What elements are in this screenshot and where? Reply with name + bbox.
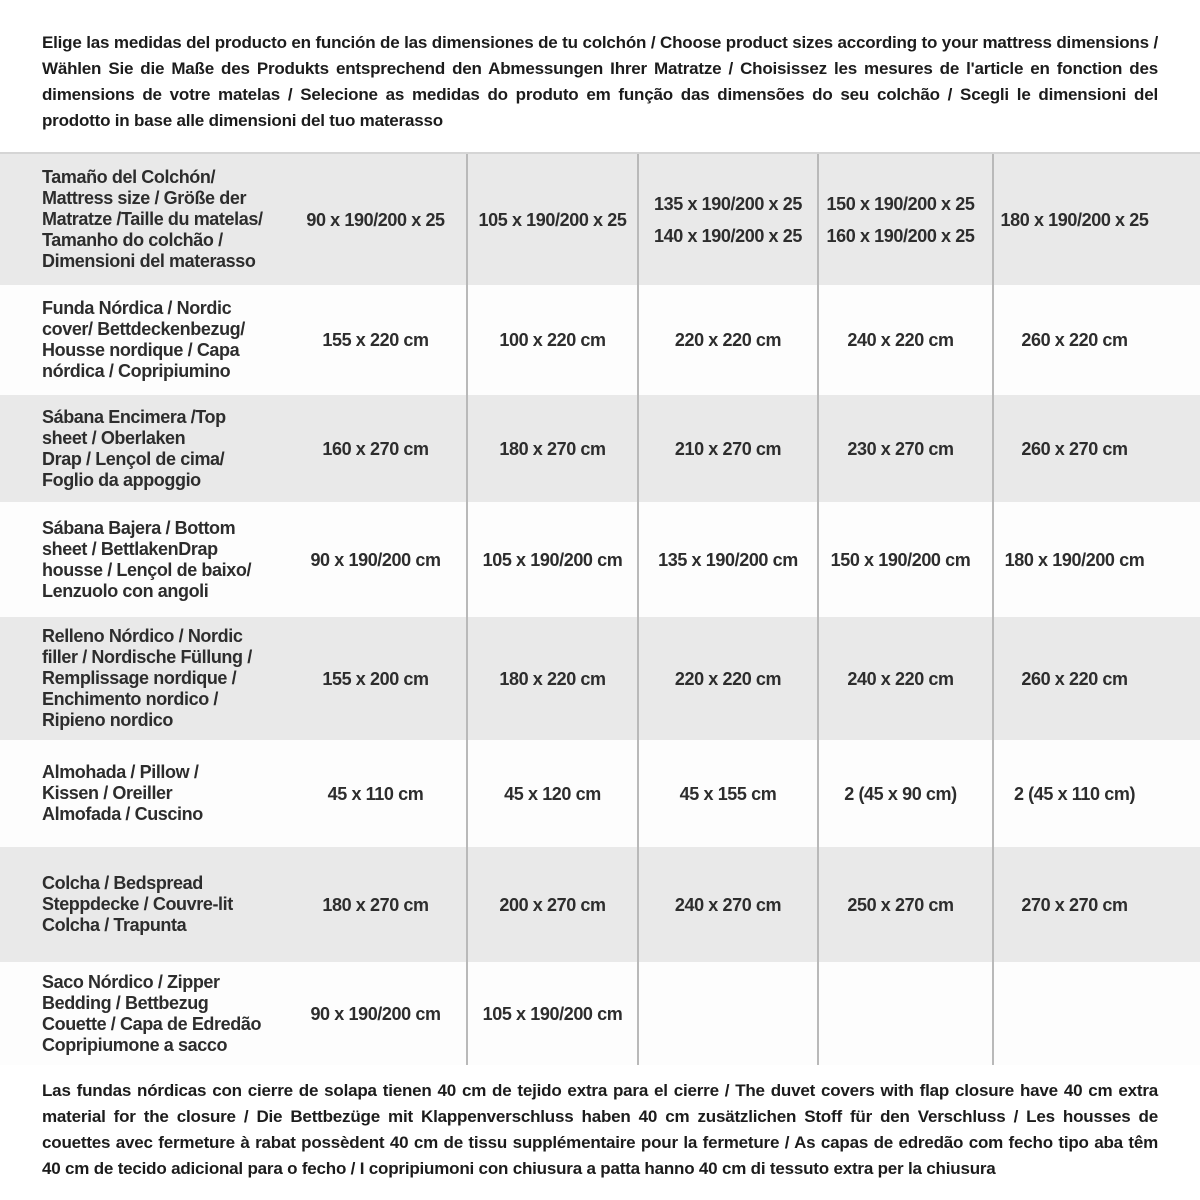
size-value: 90 x 190/200 cm (310, 1003, 441, 1024)
row-label (0, 740, 310, 847)
label-line: sheet / BettlakenDrap (42, 538, 218, 559)
table-row-relleno-nordico (0, 617, 1200, 740)
label-line: Mattress size / Größe der (42, 188, 247, 208)
size-cell (466, 395, 637, 502)
size-cell (637, 502, 817, 617)
label-line: Sábana Encimera /Top (42, 406, 226, 427)
size-value: 155 x 220 cm (322, 330, 429, 350)
table-header-row (0, 154, 1200, 285)
size-value: 230 x 270 cm (847, 438, 954, 459)
size-cell (992, 617, 1200, 740)
table-row-funda-nordica (0, 285, 1200, 395)
size-cell (310, 740, 466, 847)
column-header (466, 154, 637, 285)
label-line: Foglio da appoggio (42, 469, 201, 490)
label-line: Dimensioni del materasso (42, 251, 256, 271)
label-line: Ripieno nordico (42, 710, 173, 730)
table-row-sabana-encimera (0, 395, 1200, 502)
column-header-line: 180 x 190/200 x 25 (1000, 209, 1149, 230)
size-cell (466, 502, 637, 617)
size-value: 90 x 190/200 cm (310, 549, 441, 570)
size-cell (637, 617, 817, 740)
column-header-line: 135 x 190/200 x 25 (654, 193, 802, 214)
column-header-line: 105 x 190/200 x 25 (478, 209, 627, 230)
size-cell (466, 617, 637, 740)
size-value: 45 x 155 cm (679, 783, 777, 804)
size-value: 45 x 110 cm (327, 783, 424, 804)
label-line: filler / Nordische Füllung / (42, 647, 252, 667)
size-cell (992, 847, 1200, 962)
size-value: 240 x 270 cm (674, 894, 782, 915)
column-header-line: 140 x 190/200 x 25 (654, 225, 802, 246)
size-value: 260 x 270 cm (1021, 438, 1128, 459)
size-cell (310, 617, 466, 740)
row-label (0, 847, 310, 962)
size-cell (817, 617, 992, 740)
size-value: 2 (45 x 90 cm) (844, 783, 957, 804)
row-label (0, 617, 310, 740)
table-row-almohada (0, 740, 1200, 847)
size-cell (466, 847, 637, 962)
size-cell (637, 285, 817, 395)
size-cell (992, 962, 1200, 1065)
label-line: Almofada / Cuscino (42, 804, 203, 824)
label-line: Funda Nórdica / Nordic (42, 298, 232, 318)
size-value: 260 x 220 cm (1021, 330, 1128, 350)
size-value: 240 x 220 cm (847, 668, 954, 689)
size-cell (310, 847, 466, 962)
size-value: 105 x 190/200 cm (482, 549, 623, 570)
size-value: 220 x 220 cm (674, 668, 782, 689)
size-cell (637, 847, 817, 962)
label-line: nórdica / Copripiumino (42, 361, 231, 381)
size-cell (637, 395, 817, 502)
size-cell (817, 285, 992, 395)
size-cell (466, 740, 637, 847)
size-value: 180 x 270 cm (499, 438, 606, 459)
label-line: Steppdecke / Couvre-lit (42, 894, 233, 914)
column-header (992, 154, 1200, 285)
size-value: 240 x 220 cm (847, 330, 954, 350)
label-line: Matratze /Taille du matelas/ (42, 209, 263, 229)
size-value: 105 x 190/200 cm (482, 1003, 623, 1024)
label-line: Lenzuolo con angoli (42, 580, 209, 601)
size-table (0, 152, 1200, 1065)
column-header (637, 154, 817, 285)
size-value: 2 (45 x 110 cm) (1013, 783, 1136, 804)
label-line: Drap / Lençol de cima/ (42, 448, 225, 469)
size-value: 180 x 270 cm (322, 894, 429, 915)
label-line: Relleno Nórdico / Nordic (42, 626, 243, 646)
size-cell (637, 740, 817, 847)
table-row-saco-nordico (0, 962, 1200, 1065)
size-value: 150 x 190/200 cm (830, 549, 971, 570)
column-header (817, 154, 992, 285)
size-cell (637, 962, 817, 1065)
label-line: Bedding / Bettbezug (42, 992, 209, 1013)
size-value: 100 x 220 cm (499, 330, 606, 350)
row-label (0, 502, 310, 617)
label-line: sheet / Oberlaken (42, 427, 186, 448)
size-cell (817, 502, 992, 617)
column-header (306, 154, 466, 285)
row-label (0, 962, 310, 1065)
size-cell (992, 395, 1200, 502)
size-cell (992, 502, 1200, 617)
table-body (0, 285, 1200, 1065)
size-value: 210 x 270 cm (674, 438, 782, 459)
size-value: 270 x 270 cm (1021, 894, 1128, 915)
label-line: Colcha / Bedspread (42, 873, 203, 893)
size-cell (466, 285, 637, 395)
label-line: Kissen / Oreiller (42, 783, 173, 803)
size-cell (992, 740, 1200, 847)
size-value: 155 x 200 cm (322, 668, 429, 689)
size-cell (310, 962, 466, 1065)
column-header-line: 90 x 190/200 x 25 (306, 209, 445, 230)
row-label (0, 395, 310, 502)
label-line: cover/ Bettdeckenbezug/ (42, 319, 245, 339)
label-line: Colcha / Trapunta (42, 915, 187, 935)
label-line: Enchimento nordico / (42, 689, 219, 709)
size-cell (466, 962, 637, 1065)
size-value: 260 x 220 cm (1021, 668, 1128, 689)
size-cell (310, 502, 466, 617)
size-value: 160 x 270 cm (322, 438, 429, 459)
label-line: Almohada / Pillow / (42, 762, 199, 782)
size-cell (817, 740, 992, 847)
table-row-colcha (0, 847, 1200, 962)
label-line: Tamaño del Colchón/ (42, 167, 216, 187)
size-cell (992, 285, 1200, 395)
label-line: Saco Nórdico / Zipper (42, 971, 220, 992)
size-value: 45 x 120 cm (504, 783, 601, 804)
size-cell (817, 962, 992, 1065)
size-cell (310, 395, 466, 502)
size-value: 200 x 270 cm (499, 894, 606, 915)
mattress-size-header-label (0, 154, 310, 285)
label-line: Housse nordique / Capa (42, 340, 240, 360)
label-line: Copripiumone a sacco (42, 1034, 228, 1055)
table-row-sabana-bajera (0, 502, 1200, 617)
size-value: 250 x 270 cm (847, 894, 954, 915)
size-value: 180 x 190/200 cm (1004, 549, 1145, 570)
label-line: Tamanho do colchão / (42, 230, 223, 250)
size-cell (817, 395, 992, 502)
intro-text: Elige las medidas del producto en función de las dimensiones de tu colchón / Choose product sizes according to your mattress dimensions / Wählen Sie die Maße des Produkts entsprechend den Abmessungen Ihrer Matratze / Choisissez les mesures de l'article en fonction des dimensions de votre matelas / Selecione as medidas do produto em função das dimensões do seu colchão / Scegli le dimensioni del prodotto in base alle dimensioni del tuo materasso (42, 33, 1158, 130)
footnote-text: Las fundas nórdicas con cierre de solapa tienen 40 cm de tejido extra para el cierre / The duvet covers with flap closure have 40 cm extra material for the closure / Die Bettbezüge mit Klappenverschluss haben 40 cm zusätzlichen Stoff für den Verschluss / Les housses de couettes avec fermeture à rabat possèdent 40 cm de tissu supplémentaire pour la fermeture / As capas de edredão com fecho tipo aba têm 40 cm de tecido adicional para o fecho / I copripiumoni con chiusura a patta hanno 40 cm di tessuto extra per la chiusura (42, 1081, 1158, 1178)
size-value: 180 x 220 cm (499, 668, 606, 689)
size-value: 135 x 190/200 cm (658, 549, 798, 570)
label-line: Couette / Capa de Edredão (42, 1013, 262, 1034)
size-cell (817, 847, 992, 962)
size-value: 220 x 220 cm (674, 330, 782, 350)
label-line: Remplissage nordique / (42, 668, 237, 688)
label-line: Sábana Bajera / Bottom (42, 517, 236, 538)
column-header-line: 160 x 190/200 x 25 (826, 225, 975, 246)
label-line: housse / Lençol de baixo/ (42, 559, 252, 580)
column-header-line: 150 x 190/200 x 25 (826, 193, 975, 214)
size-cell (310, 285, 466, 395)
row-label (0, 285, 310, 395)
